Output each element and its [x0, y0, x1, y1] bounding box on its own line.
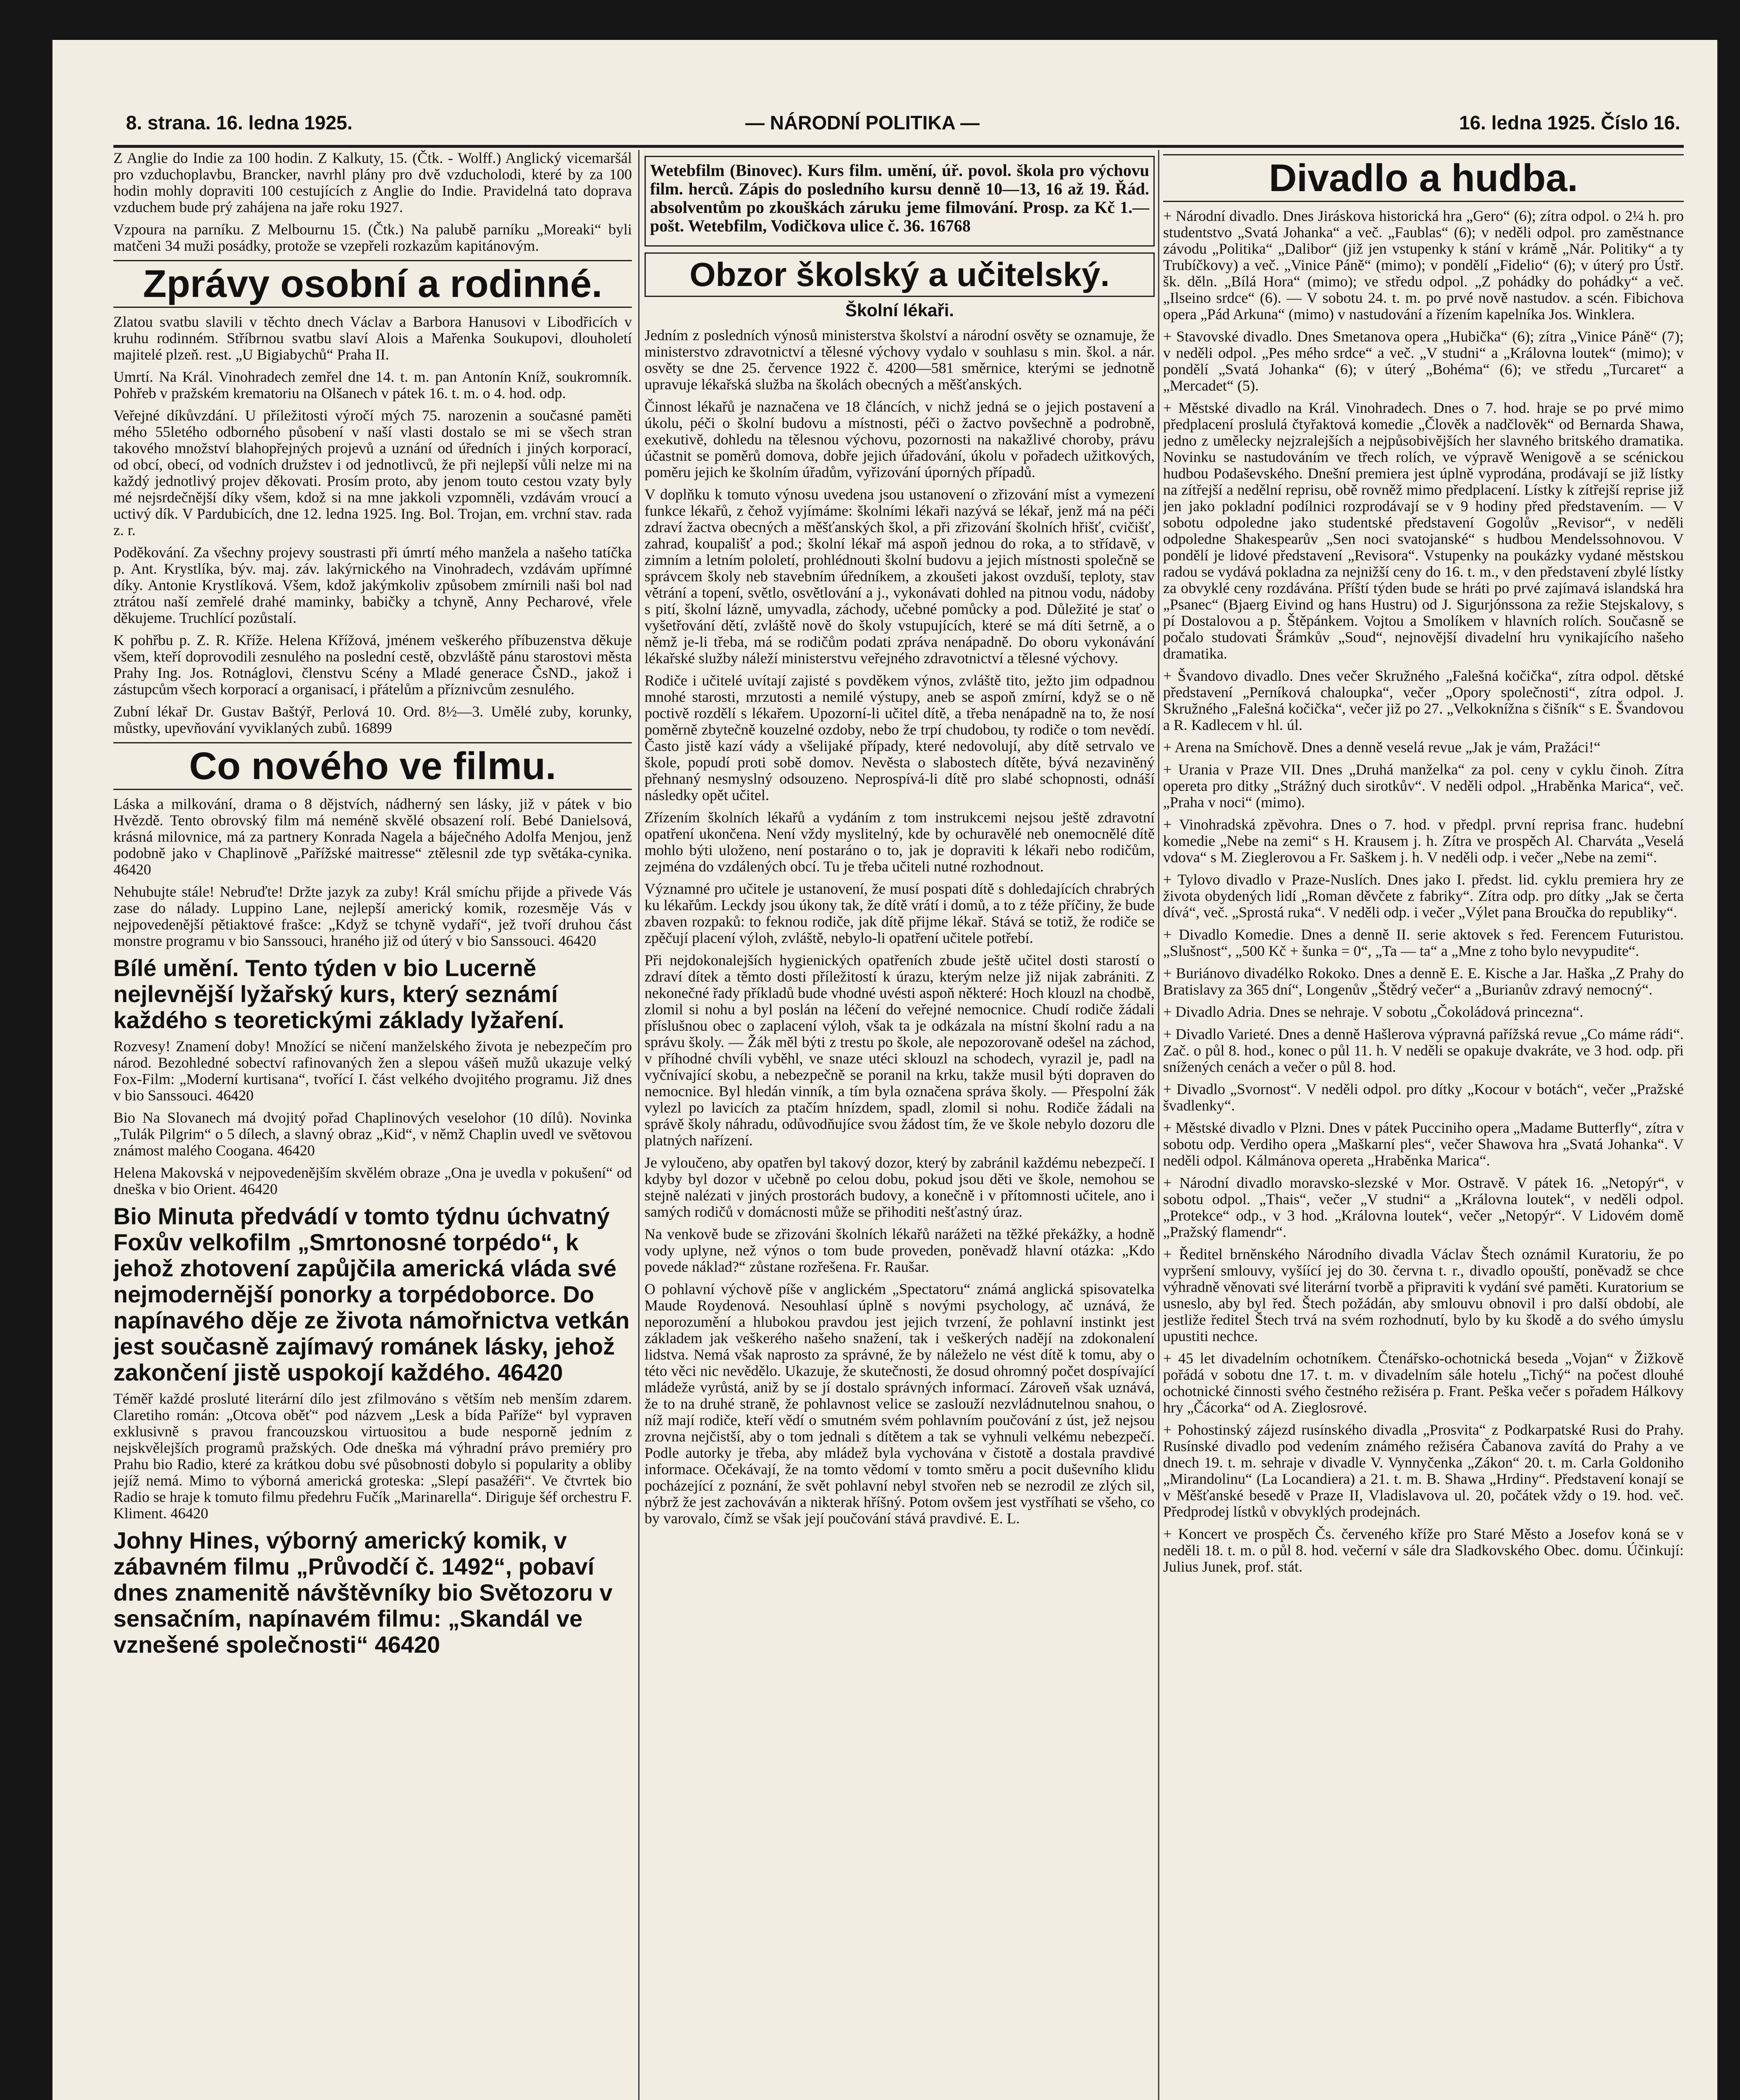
school-p6: Významné pro učitele je ustanovení, že musí pospati dítě s dohledajících chrabrých ku lékařům. Leckdy jsou úkony tak, že dítě vrátí i domů, a to z téže příčiny, že bude zbaven rozpaků: to feknou rodiče, jak dítě přijme lékař. Stává se totiž, že rodiče se zpěčují placení výloh, zvláště, nebylo-li opatření učitele potřebí. — [645, 880, 1155, 946]
column-divider — [1158, 150, 1159, 2100]
notice-weddings: Zlatou svatbu slavili v těchto dnech Václav a Barbora Hanusovi v Libodřicích v kruhu rodinném. Stříbrnou svatbu slaví Alois a Mařenka Soukupovi, dlouholetí majitelé plzeň. rest. „U Bigiabychů“ Praha II. — [113, 313, 632, 363]
theatre-stavovske: + Stavovské divadlo. Dnes Smetanova opera „Hubička“ (6); zítra „Vinice Páně“ (7); v neděli odpol. „Pes mého srdce“ a več. „V studni“ a „Královna loutek“ (mimo); v pondělí „Svatá Johanka“ (6); v úterý „Bohéma“ (6); ve středu „Turcaret“ a „Mercadet“ (5). — [1163, 328, 1684, 394]
ad-wetebfilm-text: Wetebfilm (Binovec). Kurs film. umění, úř. povol. škola pro výchovu film. herců. Zápis do posledního kursu denně 10—13, 16 až 19. Řád. absolventům po zkouškách záruku jeme filmování. Prosp. za Kč 1.— pošt. Wetebfilm, Vodičkova ulice č. 36. 16768 — [650, 161, 1149, 235]
film-makovska: Helena Makovská v nejpovedenějším skvělém obraze „Ona je uvedla v pokušení“ od dneška v bio Orient. 46420 — [113, 1164, 632, 1197]
film-nehubujte: Nehubujte stále! Nebruďte! Držte jazyk za zuby! Král smíchu přijde a přivede Vás zase do nálady. Luppino Lane, nejlepší americký komik, rozesměje Vás v nejpovedenější pětiaktové frašce: „Když se tchyně vydaří“, jež tvoří druhou část monstre programu v bio Sanssouci, hraného již od úterý v bio Sanssouci. 46420 — [113, 883, 632, 949]
theatre-plzen: + Městské divadlo v Plzni. Dnes v pátek Pucciniho opera „Madame Butterfly“, zítra v sobotu odp. Verdiho opera „Maškarní ples“, večer Shawova hra „Svatá Johanka“. V neděli odpol. Kálmánova opereta „Hraběnka Marica“. — [1163, 1119, 1684, 1169]
school-p2: Činnost lékařů je naznačena ve 18 článcích, v nichž jedná se o jejich postavení a úkolu, péči o školní budovu a místnosti, péči o žactvo povšechně a podrobně, exekutivě, dohledu na tělesnou výchovu, pozornosti na nakažlivé choroby, právu účastnit se poměrů domova, dobře jejich úřadování, úkolu v pořadech užitkových, poměru jejich ke školním úřadům, vyřizování úporných případů. — [645, 398, 1155, 480]
header-rule — [113, 145, 1684, 148]
film-laska: Láska a milkování, drama o 8 dějstvích, nádherný sen lásky, již v pátek v bio Hvězdě. Tento obrovský film má neméně skvělé obsazení rolí. Bebé Danielsová, krásná milovnice, má za partnery Konrada Nagela a báječného Adolfa Menjou, jenž podobně jako v Chaplinově „Pařížské maitresse“ ztělesnil zde typ světáka-cynika. 46420 — [113, 795, 632, 878]
school-p3: V doplňku k tomuto výnosu uvedena jsou ustanovení o zřizování míst a vymezení funkce lékařů, z čehož vyjímáme: školními lékaři nazývá se lékař, jenž má na péči zdraví žactva obecných a měšťanských škol, a při zřizování školních hřišť, cvičišť, zahrad, koupališť a pod.; školní lékař má aspoň jednou do roka, a to střídavě, v zimním a letním pololetí, prohlédnouti školní budovu a jejich místnosti společně se správcem školy neb stavebním úředníkem, a zkoušeti jakost ovzduší, teploty, stav větrání a topení, světlo, osvětlování a j., vykonávati dohled na pitnou vodu, nádoby s pití, školní lázně, umyvadla, záchody, učebné pomůcky a pod. Důležité je stať o vyšetřování dětí, zvláště nově do školy vstupujících, které se má díti šetrně, a o němž je-li třeba, má se rodičům podati zpráva nenápadně. Do oboru vykonávání lékařské služby náleží ministerstvu veřejného zdravotnictví a tělesné výchovy. — [645, 486, 1155, 667]
article-vzpoura: Vzpoura na parníku. Z Melbournu 15. (Čtk.) Na palubě parníku „Moreaki“ byli matčeni 34 muži posádky, protože se vzepřeli rozkazům kapitánovým. — [113, 221, 632, 254]
theatre-vinohrady: + Městské divadlo na Král. Vinohradech. Dnes o 7. hod. hraje se po prvé mimo předplacení proslulá čtyřaktová komedie „Člověk a nadčlověk“ od Bernarda Shawa, jedno z umělecky nejzralejších a nejpůsobivějších her slavného britského dramatika. Novinku se nastudováním ve třech rolích, ve výpravě Wenigově a se scénickou hudbou Podaševského. Dnešní premiera jest úplně vyprodána, prodávají se již lístky na zítřejší a nedělní reprisu, obě rovněž mimo předplacení. Lístky k zítřejší reprise již jen jako pokladní podílnici rozprodávají se v 9 hodiny před představením. — V sobotu odpoledne jako studentské představení Gogolův „Revisor“, v neděli odpoledne Shakespearův „Sen noci svatojanské“ s hudbou Mendelssohnovou. V pondělí je lidové představení „Revisora“. Vstupenky na poukázky vydané městskou radou se vydává pokladna za nejnižší ceny do 16. t. m., v den představení zbylé lístky za obvyklé ceny rozdávána. Příští týden bude se hráti po prvé zajímavá islandská hra „Psanec“ (Bjaerg Eivind og hans Hustru) od J. Sigurjónssona za režie Stejskalovy, s pí Dostalovou a p. Štěpánkem. Vojtou a Smolíkem v hlavních rolích. Současně se počalo studovati Šrámkův „Soud“, nejnovější divadelní hru vynikajícího našeho dramatika. — [1163, 399, 1684, 662]
newspaper-page — [52, 40, 1717, 2100]
ad-dentist: Zubní lékař Dr. Gustav Baštýř, Perlová 10. Ord. 8½—3. Umělé zuby, korunky, můstky, upevňování vyviklaných zubů. 16899 — [113, 703, 632, 736]
section-heading-personal: Zprávy osobní a rodinné. — [113, 260, 632, 308]
theatre-tylovo: + Tylovo divadlo v Praze-Nuslích. Dnes jako I. předst. lid. cyklu premiera hry ze života obydených lidí „Roman děvčete z fabriky“. Zítra odp. pro dítky „Jak se čerta dívá“, več. „Sprostá ruka“. V neděli odp. i večer „Výlet pana Broučka do republiky“. — [1163, 871, 1684, 921]
film-slovanech: Bio Na Slovanech má dvojitý pořad Chaplinových veselohor (10 dílů). Novinka „Tulák Pilgrim“ o 5 dílech, a slavný obraz „Kid“, v němž Chaplin uvedl ve světovou známost malého Coogana. 46420 — [113, 1109, 632, 1159]
film-claretie: Téměř každé prosluté literární dílo jest zfilmováno s větším neb menším zdarem. Claretiho román: „Otcova oběť“ pod názvem „Lesk a bída Paříže“ byl vypraven exklusivně s pravou francouzskou virtuositou a bude nesporně jedním z nejskvělejších programů pražských. Ode dneška má výhradní právo premiéry pro Prahu bio Radio, které za krátkou dobu své působnosti dobylo si popularity a obliby jejíž nemá. Mimo to výborná americká groteska: „Slepí pasažéři“. Ve čtvrtek bio Radio se hraje k tomuto filmu předehru Fučík „Marinarella“. Diriguje šéf orchestru F. Kliment. 46420 — [113, 1390, 632, 1522]
theatre-zpevohra: + Vinohradská zpěvohra. Dnes o 7. hod. v předpl. první reprisa franc. hudební komedie „Nebe na zemi“ s H. Krausem j. h. Zítra ve prospěch Al. Charváta „Veselá vdova“ s M. Zieglerovou a Fr. Saškem j. h. V neděli odp. i večer „Nebe na zemi“. — [1163, 816, 1684, 866]
theatre-ochotnik: + 45 let divadelním ochotníkem. Čtenářsko-ochotnická beseda „Vojan“ v Žižkově pořádá v sobotu dne 17. t. m. v divadelním sále hotelu „Tichý“ na počest dlouhé ochotnické činnosti svého čestného režiséra p. Frant. Peška večer s pořadem Hálkovy hry „Čácorka“ od A. Zieglosrové. — [1163, 1350, 1684, 1416]
concert-red-cross: + Koncert ve prospěch Čs. červeného kříže pro Staré Město a Josefov koná se v neděli 18. t. m. o půl 8. hod. večerní v sále dra Sladkovského Obec. domu. Účinkují: Julius Junek, prof. stát. — [1163, 1525, 1684, 1575]
theatre-variete: + Divadlo Varieté. Dnes a denně Hašlerova výpravná pařížská revue „Co máme rádi“. Zač. o půl 8. hod., konec o půl 11. h. V neděli se opakuje dvakráte, ve 3 hod. odp. při snížených cenách a večer o půl 8. hod. — [1163, 1026, 1684, 1075]
theatre-komedie: + Divadlo Komedie. Dnes a denně II. serie aktovek s řed. Ferencem Futuristou. „Slušnost“, „500 Kč + šunka = 0“, „Ta — ta“ a „Mne z toho bylo nevypudite“. — [1163, 926, 1684, 959]
school-p7: Při nejdokonalejších hygienických opatřeních zbude ještě učitel dosti starostí o zdraví dítek a těmto dosti příležitostí k úrazu, kterým nelze již nijak zabrániti. Z nekonečné řady příkladů bude vhodné uvésti aspoň některé: Hoch klouzl na chodbě, zlomil si nohu a byl poslán na léčení do veřejné nemocnice. Chudí rodiče žádali příslušnou obec o zaplacení výloh, však ta je odkázala na místní školní radu a na správu školy. — Žák měl býti z trestu po škole, ale nepozorovaně odešel na záchod, v příhodné chvíli vyběhl, ve snaze utéci sklouzl na schodech, vyrazil je, padl na vyčnívající skobu, a nebezpečně se poranil na krku, takže musil býti dopraven do nemocnice. Byl hledán vinník, a tím byla označena správa školy. — Přespolní žák vylezl po lavicích za ptačím hnízdem, spadl, zlomil si nohu. Rodiče žádali na správě školy náhradu, odůvodňujíce svou žádost tím, že ve škole nebylo dozoru dle platných nařízení. — [645, 952, 1155, 1149]
notice-thanks-krystlik: Poděkování. Za všechny projevy soustrasti při úmrtí mého manžela a našeho tatíčka p. Ant. Krystlíka, býv. maj. záv. lakýrnického na Vinohradech, vzdávám upřímné díky. Antonie Krystlíková. Všem, kdož jakýmkoliv způsobem zmírnili naši bol nad ztrátou naší zemřelé drahé maminky, babičky a tchyně, Anny Pecharové, vřele děkujeme. Truchlící pozůstalí. — [113, 544, 632, 626]
school-p8: Je vyloučeno, aby opatřen byl takový dozor, který by zabránil každému nebezpečí. I kdyby byl dozor v učebně po celou dobu, pokud jsou děti ve škole, nemohou se stejně nalézati v jiných prostorách budovy, a konečně i v přítomnosti učitele, ano i samých rodičů v domácnosti může se přihoditi nešťastný úraz. — [645, 1154, 1155, 1220]
theatre-arena: + Arena na Smíchově. Dnes a denně veselá revue „Jak je vám, Pražáci!“ — [1163, 739, 1601, 756]
theatre-adria: + Divadlo Adria. Dnes se nehraje. V sobotu „Čokoládová princezna“. — [1163, 1003, 1583, 1020]
header-date-issue: 16. ledna 1925. Číslo 16. — [1459, 112, 1680, 134]
column-2 — [645, 150, 1155, 2100]
school-p5: Zřízením školních lékařů a vydáním z tom instrukcemi nejsou ještě zdravotní opatření ukončena. Není vždy myslitelný, kde by ochuravělé neb onemocnělé dítě mohlo býti uloženo, není postaráno o to, jak je dopraviti k lékaři nebo rodičům, zejména do vzdálených obcí. Tu je třeba učiteli nutné rozhodnout. — [645, 809, 1155, 875]
header-masthead: — NÁRODNÍ POLITIKA — — [745, 112, 980, 134]
article-title-school-doctors: Školní lékaři. — [845, 300, 954, 320]
notice-funeral-kriz: K pohřbu p. Z. R. Kříže. Helena Křížová, jménem veškerého příbuzenstva děkuje všem, kteří doprovodili zesnulého na poslední cestě, obzvláště pánu starostovi města Prahy Ing. Jos. Rotnáglovi, členstvu Scény a Mladé generace ČsND., jakož i zástupcům všech korporací a organisací, i přátelům a příznivcům zesnulého. — [113, 632, 632, 698]
theatre-ostrava: + Národní divadlo moravsko-slezské v Mor. Ostravě. V pátek 16. „Netopýr“, v sobotu odpol. „Thais“, večer „V studni“ a „Královna loutek“, v neděli odpol. „Protekce“ odp., v 3 hod. „Královna loutek“, večer „Netopýr“. V Lidovém domě „Pražský flamendr“. — [1163, 1174, 1684, 1240]
section-heading-theatre: Divadlo a hudba. — [1163, 154, 1684, 202]
ad-bile-umeni: Bílé umění. Tento týden v bio Lucerně nejlevnější lyžařský kurs, který seznámí každého s teoretickými základy lyžaření. — [113, 955, 564, 1033]
film-rozvesy: Rozvesy! Znamení doby! Množící se ničení manželského života je nebezpečím pro národ. Bezohledné sobectví rafinovaných žen a slepou vášeň mužů ukazuje velký Fox-Film: „Moderní kurtisana“, tvořící I. část velkého dvojitého programu. Již dnes v bio Sanssouci. 46420 — [113, 1038, 632, 1104]
theatre-prosvita: + Pohostinský zájezd rusínského divadla „Prosvita“ z Podkarpatské Rusi do Prahy. Rusínské divadlo pod vedením známého režiséra Čabanova zavítá do Prahy a ve dnech 19. t. m. sehraje v divadle V. Vynnyčenka „Zákon“ 20. t. m. Carla Goldoniho „Mirandolinu“ (La Locandiera) a 21. t. m. B. Shawa „Hrdiny“. Představení konají se v Měšťanské besedě v Praze II, Vladislavova ul. 20, počátek vždy o 19. hod. več. Předprodej lístků v obvyklých prodejnách. — [1163, 1421, 1684, 1520]
article-anglie-indie: Z Anglie do Indie za 100 hodin. Z Kalkuty, 15. (Čtk. - Wolff.) Anglický vicemaršál pro vzduchoplavbu, Brancker, navrhl plány pro dvě vzducholodi, které by za 100 hodin mohly dopraviti 100 cestujících z Anglie do Indie. Pravidelná tato doprava vzduchem bude prý zahájena na jaře roku 1927. — [113, 150, 632, 215]
ad-johny-hines: Johny Hines, výborný americký komik, v zábavném filmu „Průvodčí č. 1492“, pobaví dnes znamenitě návštěvníky bio Světozoru v sensačním, napínavém filmu: „Skandál ve vznešené společnosti“ 46420 — [113, 1527, 613, 1658]
ad-bio-minuta: Bio Minuta předvádí v tomto týdnu úchvatný Foxův velkofilm „Smrtonosné torpédo“, k jehož zhotovení zapůjčila americká vláda své nejmodernější ponorky a torpédoborce. Do napínavého děje ze života námořnictva vetkán jest současně zajímavý románek lásky, jehož zakončení jistě uspokojí každého. 46420 — [113, 1203, 630, 1386]
column-divider — [638, 150, 639, 2100]
theatre-brno: + Ředitel brněnského Národního divadla Václav Štech oznámil Kuratoriu, že po vypršení smlouvy, vyšíící jej do 30. června t. r., divadlo opouští, poněvadž se chce výhradně věnovati své literární tvorbě a připraviti k vydání své paměti. Kuratorium se usneslo, aby byl řed. Štech požádán, aby smlouvu obnovil i pro další období, ale jestliže ředitel Štech trvá na svém rozhodnutí, bylo by ku škodě a do svého úmyslu upustiti nechce. — [1163, 1246, 1684, 1344]
section-heading-film: Co nového ve filmu. — [113, 742, 632, 790]
page-header — [52, 40, 1717, 136]
section-heading-school: Obzor školský a učitelský. — [645, 252, 1155, 297]
notice-death: Umrtí. Na Král. Vinohradech zemřel dne 14. t. m. pan Antonín Kníž, soukromník. Pohřeb v pražském krematoriu na Olšanech v pátek 16. t. m. o 4. hod. odp. — [113, 368, 632, 402]
header-page-date: 8. strana. 16. ledna 1925. — [126, 112, 353, 134]
notice-thanks-trojan: Veřejné díkůvzdání. U příležitosti výročí mých 75. narozenin a současné paměti mého 55letého odborného působení v naší vlasti dostalo se mi se všech stran takového množství blahopřejných projevů a uznání od úředních i jiných korporací, od obcí, obecí, od vodních družstev i od jednotlivců, že při nejlepší vůli nelze mi na každý jednotlivý projev děkovati. Prosím proto, aby jenom touto cestou vzaty byly mé nejsrdečnější díky všem, kdož si na mne jakkoli vzpomněli, vzdávám vroucí a uctivý dík. V Pardubicích, dne 12. ledna 1925. Ing. Bol. Trojan, em. vrchní stav. rada z. r. — [113, 407, 632, 538]
theatre-rokoko: + Buriánovo divadélko Rokoko. Dnes a denně E. E. Kische a Jar. Haška „Z Prahy do Bratislavy za 365 dní“, Longenův „Štědrý večer“ a „Burianův zdravý nemocný“. — [1163, 965, 1684, 998]
school-p9: Na venkově bude se zřizováni školních lékařů narážeti na těžké překážky, a hodně vody uplyne, než výnos o tom bude proveden, poněvadž hlavní otázka: „Kdo povede náklad?“ zůstane rozřešena. Fr. Raušar. — [645, 1226, 1155, 1275]
ad-wetebfilm — [645, 156, 1155, 247]
theatre-narodni: + Národní divadlo. Dnes Jiráskova historická hra „Gero“ (6); zítra odpol. o 2¼ h. pro studentstvo „Svatá Johanka“ a več. „Faublas“ (6); v neděli odpol. pro zaměstnance závodu „Politika“ „Dalibor“ (již jen vstupenky k stání v krámě „Nár. Politiky“ a ty Trubíčkovy) a več. „Vinice Páně“ (mimo); v pondělí „Fidelio“ (6); v úterý pro Ústř. šk. děln. „Bílá Hora“ (mimo); ve středu odpol. „Z pohádky do pohádky“ a več. „Ilseino srdce“ (6). — V sobotu 24. t. m. po prvé nově nastudov. a scén. Fibichova opera „Pád Arkuna“ (mimo) v nastudování a řízením kapelníka Jos. Winklera. — [1163, 207, 1684, 323]
school-p4: Rodiče i učitelé uvítají zajisté s povděkem výnos, zvláště tito, ježto jim odpadnou mnohé starosti, mrzutosti a nemilé výstupy, aneb se aspoň zmírní, když se o ně poctivě rozdělí s lékařem. Upozorní-li učitel dítě, a třeba nenápadně na to, že nosí poměrně zbytečně kouzelné ozdoby, nebo že trpí chudobou, ty rodiče o tom nevědí. Často jistě kazí vády a všelijaké případy, které nedovolují, aby dítě setrvalo ve škole, popudí proti sobě domov. Nevěsta o slabostech dítěte, bývá nezaviněný přehnaný nesmyslný odsouzeno. Neprospívá-li dítě pro slabé schopnosti, odnáší následky opět učitel. — [645, 672, 1155, 803]
theatre-svandovo: + Švandovo divadlo. Dnes večer Skružného „Falešná kočička“, zítra odpol. dětské představení „Perníková chaloupka“, večer „Opory společnosti“, zítra odpol. J. Skružného „Falešná kočička“, večer již po 27. „Velkoknížna s čišník“ s E. Švandovou a R. Kadlecem v hl. úl. — [1163, 667, 1684, 733]
column-1 — [113, 150, 632, 2100]
theatre-svornost: + Divadlo „Svornost“. V neděli odpol. pro dítky „Kocour v botách“, večer „Pražské švadlenky“. — [1163, 1081, 1684, 1114]
article-sex-education: O pohlavní výchově píše v anglickém „Spectatoru“ známá anglická spisovatelka Maude Roydenová. Nesouhlasí úplně s novými psychology, ač uznává, že neporozumění a hlubokou pravdou jest jejich tvrzení, že pohlavní instinkt jest základem jak veškerého našeho snažení, tak i veškerých nadějí na zdokonalení lidstva. Nemá však naprosto za správné, že by náleželo ne vést dítě k tomu, aby o této věci nic nevědělo. Ukazuje, že skutečnosti, že dosud ohromný počet dospívající mládeže vyrůstá, aniž by se jí dostalo správných informací. Zároveň však uznává, že to na druhé straně, že pohlavnost velice se zaslouží nezvládnutelnou snahou, o níž mají rodiče, kteří vědí o smutném svém pohlavním poučování z úst, jež nejsou zrovna nejčistší, aby o tom jednali s dítětem a tak se vyhnuli velkému nebezpečí. Podle autorky je třeba, aby mládež byla vychována v čistotě a dostala pravdivé informace. Očekávají, že na tomto vědomí v tomto směru a pocit duševního klidu pocházející z poznání, že svět pohlavní nebyl stvořen neb se nezrodil ze zlých sil, nýbrž že jest zachováván a nikterak hříšný. Potom ovšem jest vystříhati se všeho, co by varovalo, čímž se však její poučování stává pravdivé. E. L. — [645, 1281, 1155, 1527]
column-3 — [1163, 150, 1684, 2100]
theatre-urania: + Urania v Praze VII. Dnes „Druhá manželka“ za pol. ceny v cyklu činoh. Zítra opereta pro ditky „Strážný duch sirotkův“. V neděli odpol. „Hraběnka Marica“, več. „Praha v noci“ (mimo). — [1163, 761, 1684, 811]
school-p1: Jedním z posledních výnosů ministerstva školství a národní osvěty se oznamuje, že ministerstvo zdravotnictví a tělesné výchovy vydalo v souhlasu s min. škol. a nár. osvěty se dne 25. července 1922 č. 4200—581 směrnice, kterými se jednotně upravuje lékařská služba na školách obecných a měšťanských. — [645, 327, 1155, 393]
